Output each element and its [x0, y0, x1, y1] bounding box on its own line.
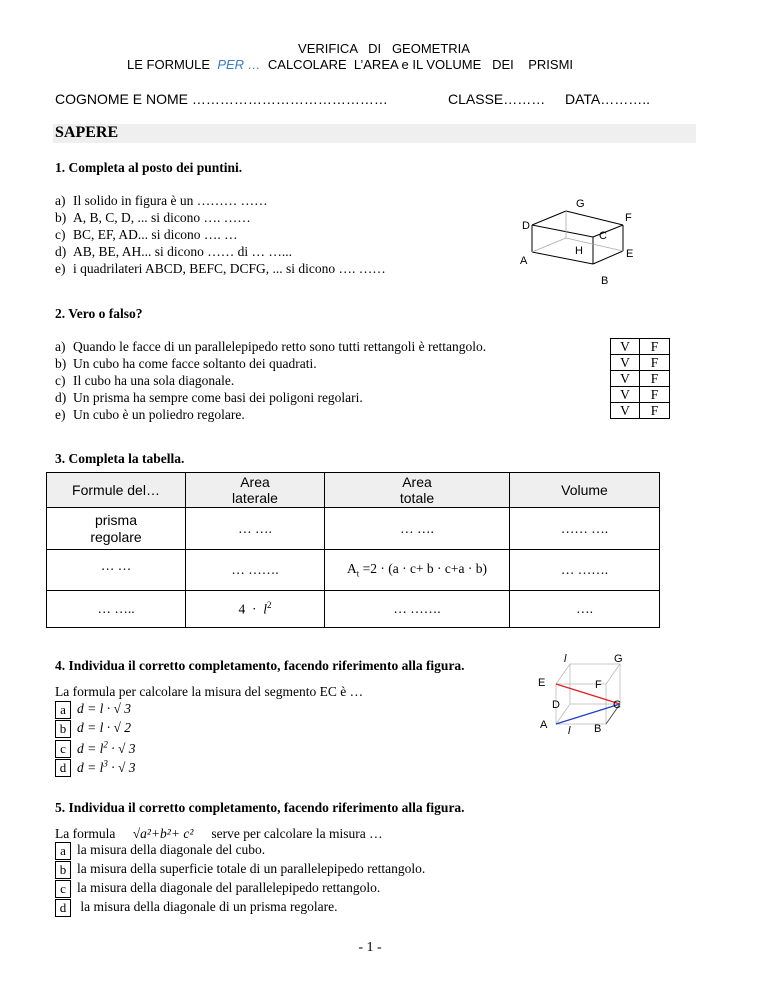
label-g: G — [614, 653, 623, 665]
label-b: B — [594, 723, 602, 735]
q1-title: 1. Completa al posto dei puntini. — [55, 160, 243, 175]
label-c: C — [599, 230, 607, 242]
table-cell[interactable]: … ……. — [325, 591, 510, 628]
f-option[interactable]: F — [640, 371, 670, 387]
label-h: H — [575, 245, 583, 257]
label-f: F — [595, 679, 602, 691]
list-item: b) A, B, C, D, ... si dicono …. …… — [55, 210, 251, 225]
label-l-top: l — [564, 653, 567, 665]
name-field[interactable]: COGNOME E NOME …………………………………… — [55, 91, 388, 107]
v-option[interactable]: V — [611, 339, 640, 355]
label-g: G — [576, 198, 585, 210]
q2-list — [55, 338, 486, 423]
q2-title: 2. Vero o falso? — [55, 306, 143, 321]
header-cell: Formule del… — [47, 473, 186, 508]
label-d: D — [522, 220, 530, 232]
option-b[interactable]: b la misura della superficie totale di un parallelepipedo rettangolo. — [55, 861, 425, 880]
option-b[interactable]: b d = l · √ 2 — [55, 720, 136, 739]
header-cell: Volume — [510, 473, 660, 508]
subtitle-pre: LE FORMULE — [127, 57, 211, 72]
v-option[interactable]: V — [611, 355, 640, 371]
date-field[interactable]: DATA……….. — [565, 91, 651, 107]
table-cell[interactable]: … ……. — [186, 550, 325, 591]
list-item: d) AB, BE, AH... si dicono …… di … …... — [55, 244, 293, 259]
section-title: SAPERE — [55, 124, 119, 141]
list-item: d) Un prisma ha sempre come basi dei poligoni regolari. — [55, 390, 363, 405]
formula-table — [46, 472, 660, 628]
q4-prompt: La formula per calcolare la misura del segmento EC è … — [55, 684, 364, 699]
label-b: B — [601, 275, 609, 287]
q5-prompt: La formula √a²+b²+ c² serve per calcolare la misura … — [55, 826, 383, 841]
vf-table — [610, 338, 670, 419]
label-a: A — [540, 719, 548, 731]
list-item: a) Quando le facce di un parallelepipedo retto sono tutti rettangoli è rettangolo. — [55, 339, 487, 354]
doc-subtitle — [127, 57, 573, 72]
table-cell[interactable]: … …. — [325, 508, 510, 550]
option-a[interactable]: a la misura della diagonale del cubo. — [55, 842, 425, 861]
header-cell: Area totale — [325, 473, 510, 508]
option-d[interactable]: d $d = l^3$ · √ 3 — [55, 758, 136, 777]
table-cell: $4 \cdot l^2$ — [186, 591, 325, 628]
table-cell[interactable]: … ….. — [47, 591, 186, 628]
f-option[interactable]: F — [640, 403, 670, 419]
q1-list — [55, 192, 386, 277]
label-d: D — [552, 699, 560, 711]
section-bar — [53, 124, 696, 143]
list-item: c) BC, EF, AD... si dicono …. … — [55, 227, 238, 242]
label-f: F — [625, 212, 632, 224]
list-item: e) Un cubo è un poliedro regolare. — [55, 407, 245, 422]
list-item: c) Il cubo ha una sola diagonale. — [55, 373, 235, 388]
parallelepiped-figure — [510, 192, 650, 290]
option-c[interactable]: c $d = l^2$ · √ 3 — [55, 739, 136, 758]
f-option[interactable]: F — [640, 387, 670, 403]
table-cell[interactable]: … …. — [186, 508, 325, 550]
q3-title: 3. Completa la tabella. — [55, 451, 185, 466]
f-option[interactable]: F — [640, 355, 670, 371]
table-cell[interactable]: … … — [47, 550, 186, 591]
label-a: A — [520, 255, 528, 267]
table-cell[interactable]: … ……. — [510, 550, 660, 591]
q5-options — [55, 842, 425, 918]
option-c[interactable]: c la misura della diagonale del parallelepipedo rettangolo. — [55, 880, 425, 899]
list-item: a) Il solido in figura è un ……… …… — [55, 193, 268, 208]
label-l-bottom: l — [568, 725, 571, 737]
option-a[interactable]: a d = l · √ 3 — [55, 701, 136, 720]
list-item: e) i quadrilateri ABCD, BEFC, DCFG, ... si dicono …. …… — [55, 261, 386, 276]
f-option[interactable]: F — [640, 339, 670, 355]
list-item: b) Un cubo ha come facce soltanto dei quadrati. — [55, 356, 317, 371]
v-option[interactable]: V — [611, 403, 640, 419]
cube-figure — [530, 650, 640, 740]
label-c: C — [613, 699, 621, 711]
q5-title: 5. Individua il corretto completamento, facendo riferimento alla figura. — [55, 800, 465, 815]
v-option[interactable]: V — [611, 371, 640, 387]
option-d[interactable]: d la misura della diagonale di un prisma regolare. — [55, 899, 425, 918]
table-cell: prisma regolare — [47, 508, 186, 550]
subtitle-post: CALCOLARE L’AREA e IL VOLUME DEI PRISMI — [267, 57, 574, 72]
header-cell: Area laterale — [186, 473, 325, 508]
q4-title: 4. Individua il corretto completamento, facendo riferimento alla figura. — [55, 658, 465, 673]
formula: √a²+b²+ c² — [132, 826, 194, 841]
label-e: E — [538, 677, 546, 689]
subtitle-per: PER … — [217, 57, 261, 72]
q4-options — [55, 701, 136, 777]
label-e: E — [626, 248, 634, 260]
table-cell[interactable]: …. — [510, 591, 660, 628]
page-number: - 1 - — [358, 940, 382, 955]
class-field[interactable]: CLASSE……… — [448, 91, 546, 107]
doc-title: VERIFICA DI GEOMETRIA — [298, 41, 470, 56]
table-cell: $A_t =2 \cdot (a \cdot c+ b \cdot c+a \cdot b)$ — [325, 550, 510, 591]
table-cell[interactable]: …… …. — [510, 508, 660, 550]
v-option[interactable]: V — [611, 387, 640, 403]
